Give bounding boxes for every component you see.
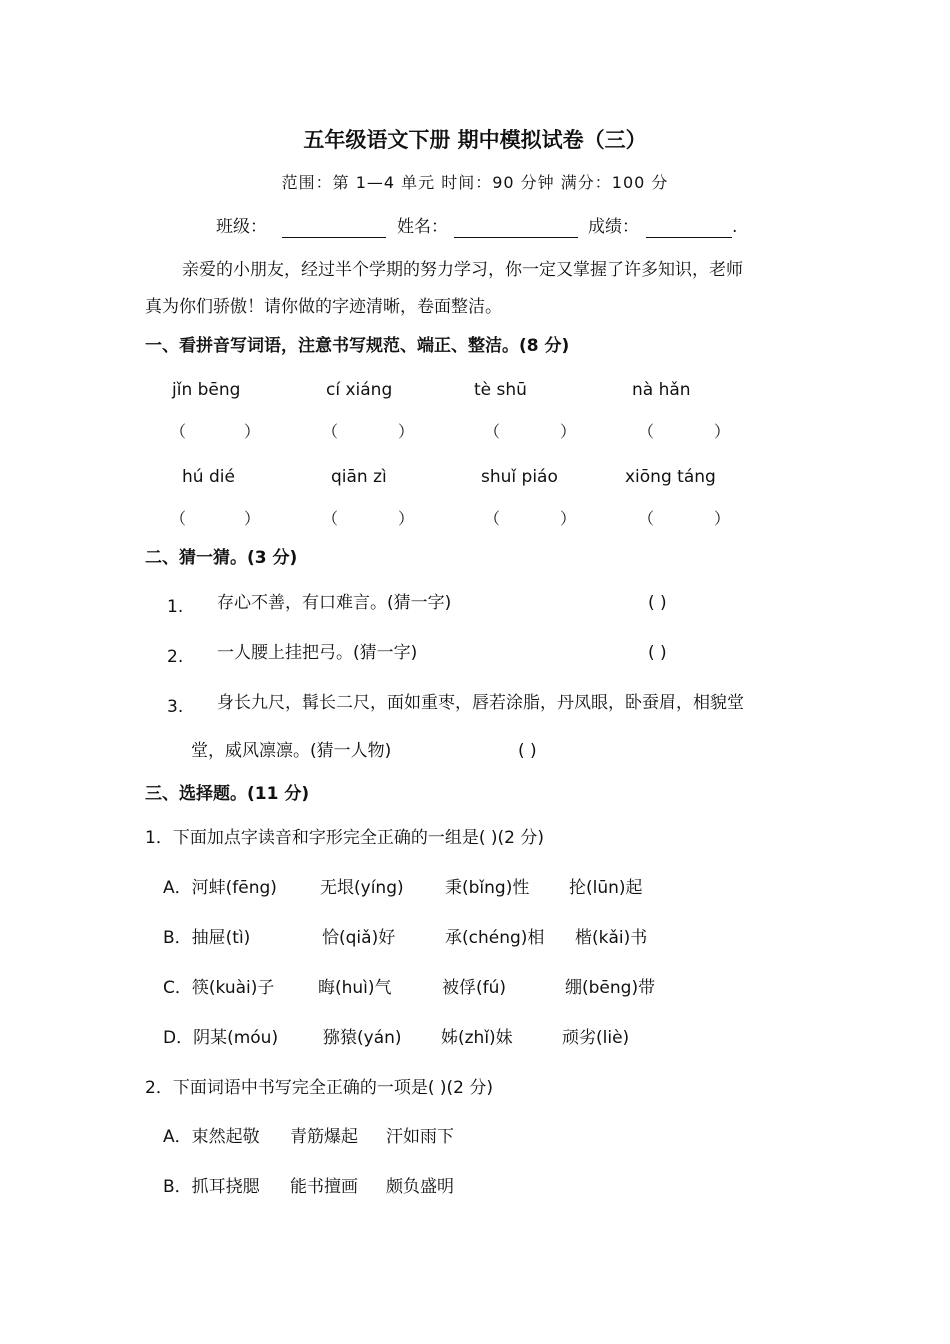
answer-paren-open: （ [638,509,655,528]
answer-paren-close: ） [244,422,261,441]
answer-paren-open: （ [322,422,339,441]
answer-paren-close: ） [560,509,577,528]
name-label: 姓名： [397,217,448,237]
question-stem: 1．下面加点字读音和字形完全正确的一组是( )(2 分) [145,828,544,848]
pinyin-item: shuǐ piáo [481,467,558,487]
option-item: 颇负盛明 [386,1177,454,1197]
option-item: 青筋爆起 [290,1127,358,1147]
option-item: 被俘(fú) [442,978,507,998]
option-item: 汗如雨下 [386,1127,454,1147]
pinyin-item: nà hǎn [632,380,691,400]
option-item: D．阴某(móu) [163,1028,279,1048]
option-item: 晦(huì)气 [318,978,392,998]
riddle-number: 3. [167,697,184,717]
pinyin-item: xiōng táng [625,467,716,487]
riddle-number: 1. [167,597,184,617]
class-blank[interactable] [282,219,386,238]
option-item: 顽劣(liè) [562,1028,630,1048]
option-item: C．筷(kuài)子 [163,978,275,998]
option-item: 无垠(yíng) [320,878,404,898]
section3-heading: 三、选择题。(11 分) [145,784,310,804]
riddle-text: 存心不善，有口难言。(猜一字) [217,593,452,613]
answer-paren-open: （ [638,422,655,441]
answer-paren-open: （ [170,509,187,528]
option-item: 恰(qiǎ)好 [322,928,396,948]
section1-heading: 一、看拼音写词语，注意书写规范、端正、整洁。(8 分) [145,336,570,356]
pinyin-item: qiān zì [331,467,387,487]
option-item: 能书擅画 [290,1177,358,1197]
option-item: B．抽屉(tì) [163,928,251,948]
answer-paren-close: ） [244,509,261,528]
riddle-text-continued: 堂，威风凛凛。(猜一人物) [191,741,392,761]
riddle-text: 身长九尺，髯长二尺，面如重枣，唇若涂脂，丹凤眼，卧蚕眉，相貌堂 [217,693,744,713]
intro-line-1: 亲爱的小朋友，经过半个学期的努力学习，你一定又掌握了许多知识，老师 [182,260,743,280]
option-item: 绷(bēng)带 [565,978,656,998]
question-stem: 2．下面词语中书写完全正确的一项是( )(2 分) [145,1078,493,1098]
option-item: 姊(zhǐ)妹 [441,1028,513,1048]
section2-heading: 二、猜一猜。(3 分) [145,548,298,568]
riddle-answer-blank[interactable]: ( ) [648,593,667,613]
page-title: 五年级语文下册 期中模拟试卷（三） [303,128,647,152]
pinyin-item: jǐn bēng [172,380,241,400]
option-item: A．河蚌(fēng) [163,878,277,898]
answer-paren-open: （ [170,422,187,441]
answer-paren-open: （ [484,509,501,528]
answer-paren-close: ） [714,422,731,441]
score-blank[interactable] [646,219,732,238]
class-label: 班级： [216,217,267,237]
name-blank[interactable] [454,219,578,238]
answer-paren-close: ） [714,509,731,528]
pinyin-item: hú dié [182,467,235,487]
end-mark: . [732,217,738,237]
option-item: 承(chéng)相 [445,928,545,948]
pinyin-item: cí xiáng [326,380,393,400]
option-item: 猕猿(yán) [323,1028,402,1048]
option-item: 秉(bǐng)性 [445,878,530,898]
riddle-number: 2. [167,647,184,667]
riddle-answer-blank[interactable]: ( ) [648,643,667,663]
answer-paren-close: ） [398,422,415,441]
option-item: 楷(kǎi)书 [575,928,648,948]
option-item: 抡(lūn)起 [569,878,643,898]
exam-subtitle: 范围：第 1—4 单元 时间：90 分钟 满分：100 分 [281,173,669,192]
score-label: 成绩： [588,217,639,237]
pinyin-item: tè shū [474,380,527,400]
answer-paren-open: （ [484,422,501,441]
option-item: B．抓耳挠腮 [163,1177,260,1197]
answer-paren-open: （ [322,509,339,528]
answer-paren-close: ） [398,509,415,528]
answer-paren-close: ） [560,422,577,441]
intro-line-2: 真为你们骄傲！请你做的字迹清晰，卷面整洁。 [145,297,502,317]
riddle-answer-blank[interactable]: ( ) [518,741,537,761]
riddle-text: 一人腰上挂把弓。(猜一字) [217,643,418,663]
option-item: A．束然起敬 [163,1127,260,1147]
